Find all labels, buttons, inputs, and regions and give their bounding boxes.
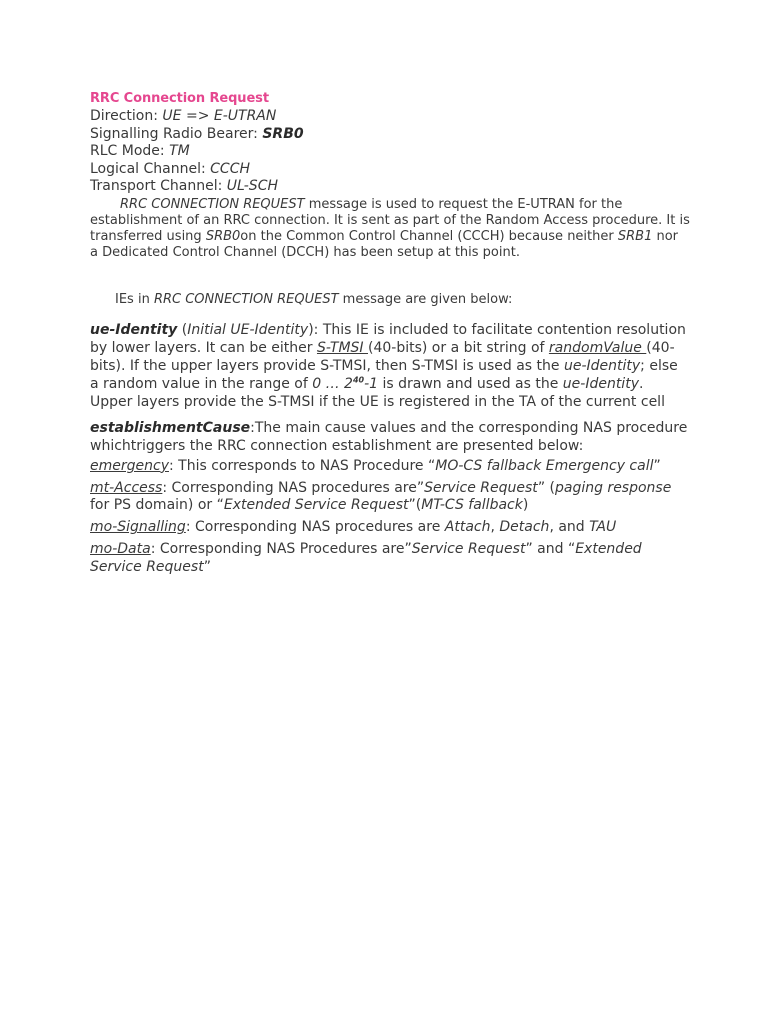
ue-identity-ref-2: ue-Identity xyxy=(562,375,639,392)
ue-identity-text-c: (40-bits). If the upper layers provide S-TMSI, then S-TMSI is used as the xyxy=(90,340,675,374)
ies-prefix: IEs in xyxy=(115,292,154,308)
mt-access-text-b: ” ( xyxy=(537,479,555,496)
direction-label: Direction: xyxy=(90,108,163,124)
mt-access-service-request: Service Request xyxy=(424,479,538,496)
mo-data-text-c: ” xyxy=(203,558,211,575)
intro-msg-name: RRC CONNECTION REQUEST xyxy=(120,196,305,212)
ue-identity-text-f: . Upper layers provide the S-TMSI if the UE is registered in the TA of the current cell xyxy=(90,375,665,410)
random-value-link[interactable]: randomValue xyxy=(548,340,647,357)
ies-msg-name: RRC CONNECTION REQUEST xyxy=(153,292,339,308)
direction-line xyxy=(90,108,690,126)
mo-signalling-link[interactable]: mo-Signalling xyxy=(90,519,186,536)
srb-line xyxy=(90,126,690,144)
ue-identity-text-e: is drawn and used as the xyxy=(378,375,563,392)
cause-mo-data xyxy=(90,541,690,577)
establishment-cause-paragraph xyxy=(90,420,690,456)
ies-intro-line xyxy=(90,292,690,308)
range-end: -1 xyxy=(364,375,379,392)
mt-access-paging: paging response xyxy=(554,479,672,496)
ue-identity-text-d: ; else a random value in the range of xyxy=(90,357,678,392)
intro-srb1: SRB1 xyxy=(617,228,653,244)
mo-data-extended-service-request: Extended Service Request xyxy=(90,541,642,575)
intro-text-a: message is used to request the E-UTRAN for the establishment of an RRC connection. It is sent as part of the Random Access procedure. It is transferred using xyxy=(90,196,690,244)
logical-value: CCCH xyxy=(210,160,251,177)
ies-suffix: message are given below: xyxy=(338,292,513,308)
stmsi-link[interactable]: S-TMSI xyxy=(316,340,368,357)
mo-signalling-comma: , xyxy=(490,519,500,536)
mt-access-link[interactable]: mt-Access xyxy=(90,479,163,496)
emergency-procedure: MO-CS fallback Emergency call xyxy=(435,457,654,474)
transport-line xyxy=(90,178,690,196)
mo-data-text-a: : Corresponding NAS Procedures are” xyxy=(150,541,412,558)
range-start: 0 … 2 xyxy=(312,375,353,392)
establishment-cause-text: :The main cause values and the corresponding NAS procedure whichtriggers the RRC connection establishment are presented below: xyxy=(90,420,688,455)
intro-paragraph xyxy=(90,197,690,262)
intro-text-c: nor a Dedicated Control Channel (DCCH) has been setup at this point. xyxy=(90,228,679,261)
ue-identity-ref-1: ue-Identity xyxy=(563,357,641,374)
mo-signalling-text-a: : Corresponding NAS procedures are xyxy=(185,519,445,536)
emergency-text-b: ” xyxy=(653,457,661,474)
cause-mt-access xyxy=(90,480,690,516)
rlc-value: TM xyxy=(169,143,190,159)
mt-access-text-d: ”( xyxy=(408,497,422,514)
mt-access-text-e: ) xyxy=(522,497,529,514)
range-exponent: 40 xyxy=(352,375,365,385)
logical-label: Logical Channel: xyxy=(90,160,211,177)
mt-access-mtcs: MT-CS fallback xyxy=(421,497,523,514)
logical-line xyxy=(90,161,690,179)
transport-label: Transport Channel: xyxy=(90,178,227,194)
mo-data-text-b: ” and “ xyxy=(525,541,576,558)
mo-signalling-attach: Attach xyxy=(444,519,491,536)
mt-access-text-c: for PS domain) or “ xyxy=(90,497,224,514)
ue-identity-paren-open: ( xyxy=(177,322,188,339)
ue-identity-text-b: (40-bits) or a bit string of xyxy=(368,340,549,357)
transport-value: UL-SCH xyxy=(226,178,278,194)
srb-value: SRB0 xyxy=(262,125,304,142)
ue-identity-paren-text: Initial UE-Identity xyxy=(187,322,309,339)
cause-mo-signalling xyxy=(90,519,690,537)
mo-data-link[interactable]: mo-Data xyxy=(90,541,151,558)
ue-identity-paragraph xyxy=(90,322,690,411)
emergency-link[interactable]: emergency xyxy=(90,457,169,474)
emergency-text-a: : This corresponds to NAS Procedure “ xyxy=(168,457,436,474)
srb-label: Signalling Radio Bearer: xyxy=(90,125,263,142)
document-page xyxy=(90,90,690,577)
mo-signalling-and: , and xyxy=(549,519,590,536)
section-title: RRC Connection Request xyxy=(90,91,269,106)
mo-data-service-request: Service Request xyxy=(411,541,526,558)
ue-identity-text-a: ): This IE is included to facilitate contention resolution by lower layers. It can be either xyxy=(90,322,686,357)
establishment-cause-term: establishmentCause xyxy=(90,420,251,437)
cause-emergency xyxy=(90,458,690,476)
mt-access-extended-service-request: Extended Service Request xyxy=(223,497,409,514)
rlc-label: RLC Mode: xyxy=(90,143,170,159)
ue-identity-term: ue-Identity xyxy=(90,322,178,339)
mo-signalling-tau: TAU xyxy=(589,519,617,536)
direction-value: UE => E-UTRAN xyxy=(162,108,277,124)
mo-signalling-detach: Detach xyxy=(499,519,550,536)
intro-text-b: on the Common Control Channel (CCCH) because neither xyxy=(240,228,618,244)
intro-srb0: SRB0 xyxy=(205,228,241,244)
mt-access-text-a: : Corresponding NAS procedures are” xyxy=(162,479,425,496)
rlc-line xyxy=(90,143,690,161)
